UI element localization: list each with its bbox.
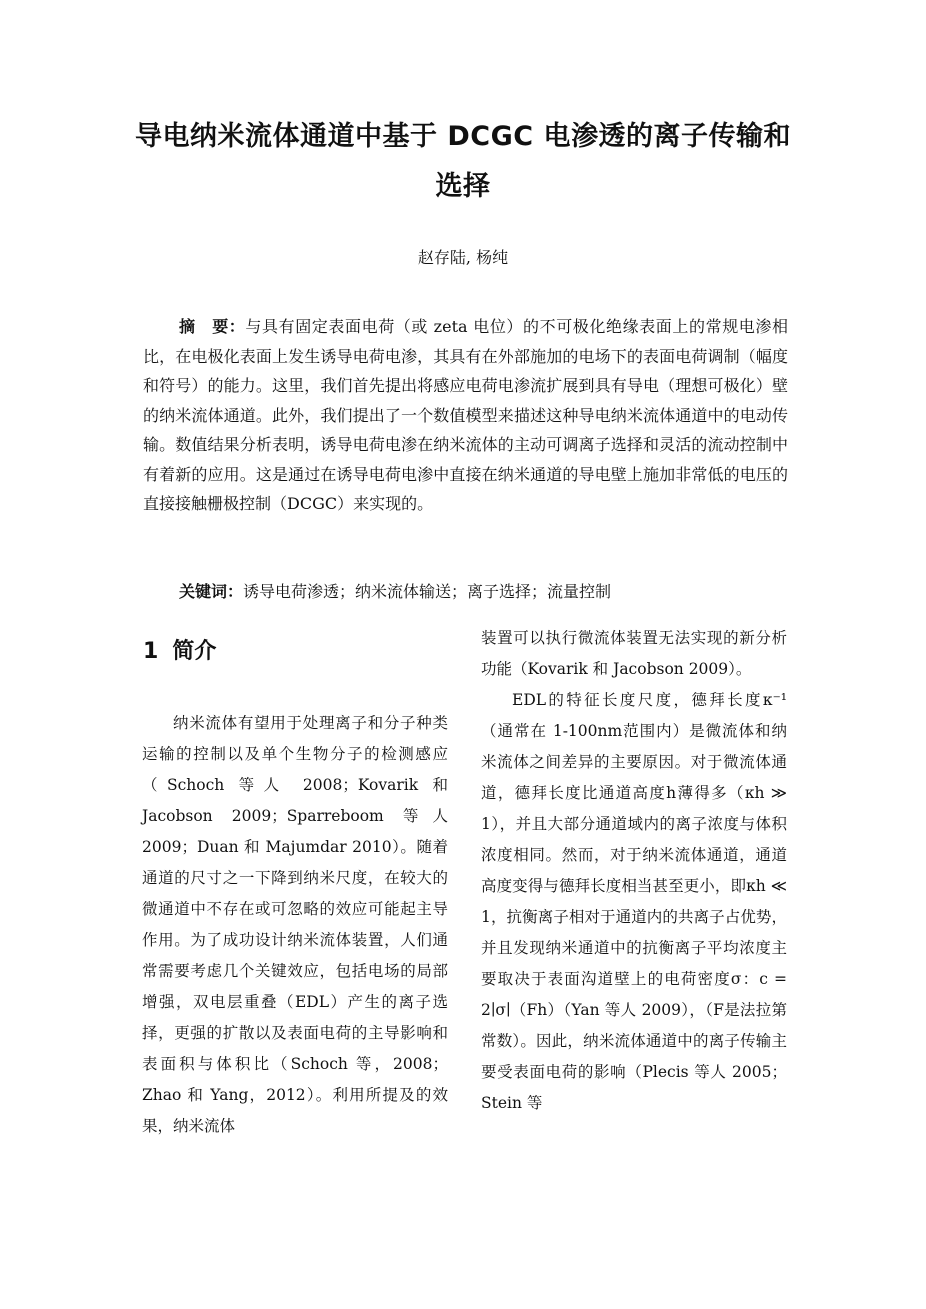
left-column xyxy=(142,708,448,1142)
keywords xyxy=(179,578,799,606)
section-title: 简介 xyxy=(172,639,217,664)
intro-paragraph-2: EDL的特征长度尺度，德拜长度κ⁻¹（通常在 1-100nm范围内）是微流体和纳米流体之间差异的主要原因。对于微流体通道，德拜长度比通道高度h薄得多（κh ≫ 1），并且大部分通道域内的离子浓度与体积浓度相同。然而，对于纳米流体通道，通道高度变得与德拜长度相当甚至更小，即κh ≪ 1，抗衡离子相对于通道内的共离子占优势，并且发现纳米通道中的抗衡离子平均浓度主要取决于表面沟道壁上的电荷密度σ：c = 2∣σ∣（Fh）（Yan 等人 2009），（F是法拉第常数）。因此，纳米流体通道中的离子传输主要受表面电荷的影响（Plecis 等人 2005；Stein 等 xyxy=(481,691,787,1112)
abstract xyxy=(143,312,788,519)
intro-paragraph-1-continued: 装置可以执行微流体装置无法实现的新分析功能（Kovarik 和 Jacobson 2009）。 xyxy=(481,629,787,678)
title-line-2: 选择 xyxy=(435,171,491,202)
abstract-label: 摘 要： xyxy=(179,317,246,336)
section-number: 1 xyxy=(143,639,159,664)
keywords-label: 关键词： xyxy=(179,582,244,601)
abstract-text: 与具有固定表面电荷（或 zeta 电位）的不可极化绝缘表面上的常规电渗相比，在电极化表面上发生诱导电荷电渗，其具有在外部施加的电场下的表面电荷调制（幅度和符号）的能力。这里，我们首先提出将感应电荷电渗流扩展到具有导电（理想可极化）壁的纳米流体通道。此外，我们提出了一个数值模型来描述这种导电纳米流体通道中的电动传输。数值结果分析表明，诱导电荷电渗在纳米流体的主动可调离子选择和灵活的流动控制中有着新的应用。这是通过在诱导电荷电渗中直接在纳米通道的导电壁上施加非常低的电压的直接接触栅极控制（DCGC）来实现的。 xyxy=(143,317,788,513)
right-column xyxy=(481,623,787,1119)
intro-paragraph-1: 纳米流体有望用于处理离子和分子种类运输的控制以及单个生物分子的检测感应（Schoch 等人 2008；Kovarik 和 Jacobson 2009；Sparreboom 等人 2009；Duan 和 Majumdar 2010）。随着通道的尺寸之一下降到纳米尺度，在较大的微通道中不存在或可忽略的效应可能起主导作用。为了成功设计纳米流体装置，人们通常需要考虑几个关键效应，包括电场的局部增强，双电层重叠（EDL）产生的离子选择，更强的扩散以及表面电荷的主导影响和表面积与体积比（Schoch 等，2008；Zhao 和 Yang，2012）。利用所提及的效果，纳米流体 xyxy=(142,714,448,1135)
paper-title xyxy=(110,112,816,212)
author-list: 赵存陆, 杨纯 xyxy=(417,248,509,267)
section-heading xyxy=(143,632,216,672)
title-line-1: 导电纳米流体通道中基于 DCGC 电渗透的离子传输和 xyxy=(134,121,791,152)
keywords-text: 诱导电荷渗透；纳米流体输送；离子选择；流量控制 xyxy=(243,582,612,601)
